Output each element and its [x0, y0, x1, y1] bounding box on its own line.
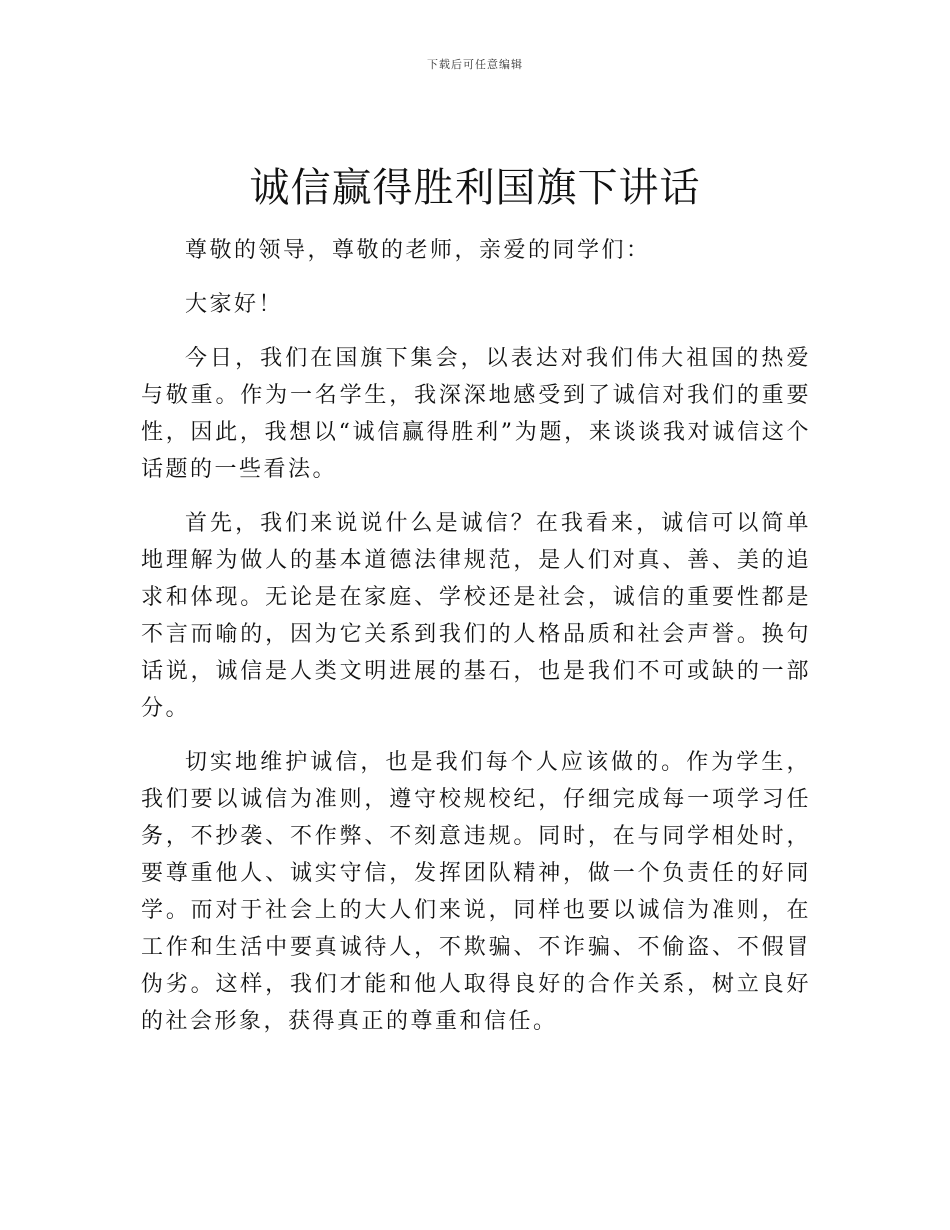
greeting-paragraph: 大家好！: [185, 292, 284, 317]
header-note: 下载后可任意编辑: [427, 58, 523, 71]
salutation-paragraph: 尊敬的领导，尊敬的老师，亲爱的同学们：: [185, 238, 651, 263]
document-body: [141, 232, 811, 1057]
document-title: 诚信赢得胜利国旗下讲话: [249, 165, 701, 211]
body-paragraph-1: 今日，我们在国旗下集会，以表达对我们伟大祖国的热爱与敬重。作为一名学生，我深深地感受到了诚信对我们的重要性，因此，我想以“诚信赢得胜利”为题，来谈谈我对诚信这个话题的一些看法。: [141, 346, 811, 482]
body-paragraph-3: 切实地维护诚信，也是我们每个人应该做的。作为学生，我们要以诚信为准则，遵守校规校纪，仔细完成每一项学习任务，不抄袭、不作弊、不刻意违规。同时，在与同学相处时，要尊重他人、诚实守信，发挥团队精神，做一个负责任的好同学。而对于社会上的大人们来说，同样也要以诚信为准则，在工作和生活中要真诚待人，不欺骗、不诈骗、不偷盗、不假冒伪劣。这样，我们才能和他人取得良好的合作关系，树立良好的社会形象，获得真正的尊重和信任。: [141, 750, 811, 1034]
body-paragraph-2: 首先，我们来说说什么是诚信？在我看来，诚信可以简单地理解为做人的基本道德法律规范，是人们对真、善、美的追求和体现。无论是在家庭、学校还是社会，诚信的重要性都是不言而喻的，因为它关系到我们的人格品质和社会声誉。换句话说，诚信是人类文明进展的基石，也是我们不可或缺的一部分。: [141, 511, 811, 721]
